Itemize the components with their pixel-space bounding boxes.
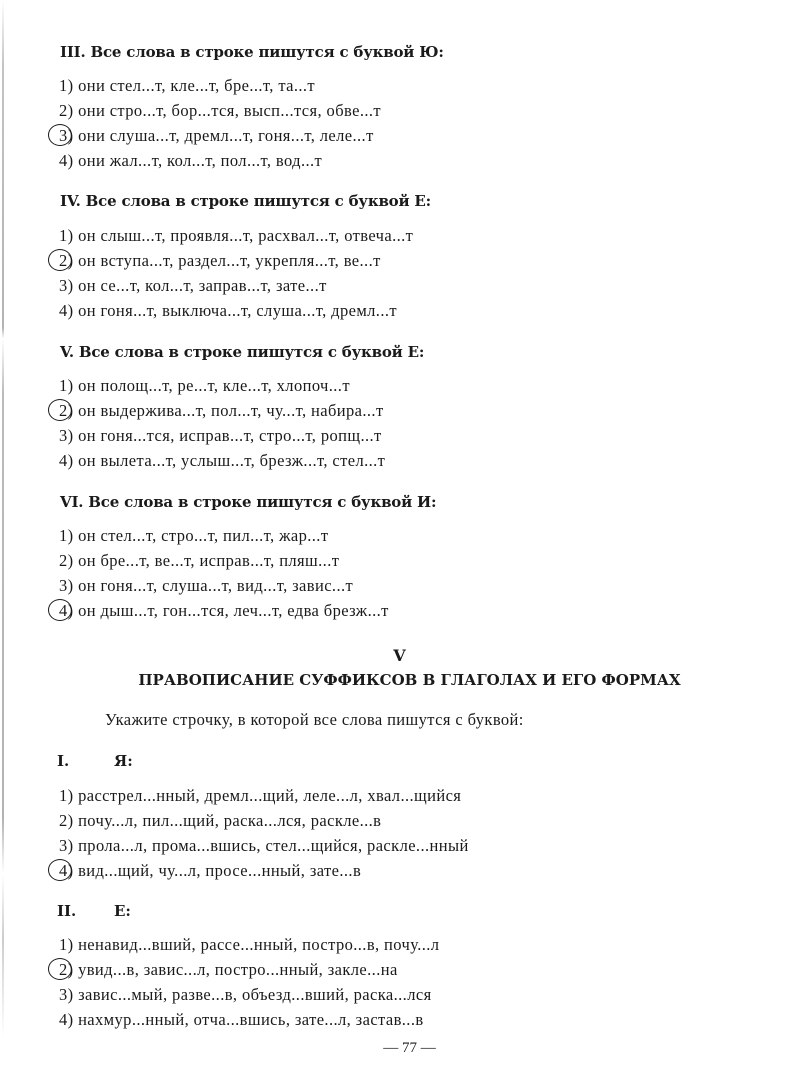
subexercise-2-letter: Е: [114, 902, 131, 920]
exercise-4-option-4: 4) он гоня...т, выключа...т, слуша...т, дремл...т [59, 301, 397, 320]
exercise-6-heading: VI. Все слова в строке пишутся с буквой И: [60, 493, 437, 511]
subexercise-1-label: I. [57, 752, 70, 770]
subexercise-2-option-1: 1) ненавид...вший, рассе...нный, постро...в, почу...л [59, 935, 440, 954]
binding-edge [2, 0, 4, 1092]
subexercise-1-letter: Я: [114, 752, 133, 770]
exercise-5-option-2: 2) он выдержива...т, пол...т, чу...т, набира...т [59, 401, 384, 420]
exercise-3-option-4: 4) они жал...т, кол...т, пол...т, вод...т [59, 151, 323, 170]
section-title: ПРАВОПИСАНИЕ СУФФИКСОВ В ГЛАГОЛАХ И ЕГО ФОРМАХ [138, 671, 681, 689]
subexercise-1-option-2: 2) почу...л, пил...щий, раска...лся, раскле...в [59, 811, 382, 830]
subexercise-1-option-4: 4) вид...щий, чу...л, просе...нный, зате...в [59, 861, 362, 880]
exercise-6-option-3: 3) он гоня...т, слуша...т, вид...т, завис...т [59, 576, 354, 595]
section-instruction: Укажите строчку, в которой все слова пишутся с буквой: [105, 710, 524, 729]
subexercise-1-option-1: 1) расстрел...нный, дремл...щий, леле...л, хвал...щийся [59, 786, 462, 805]
exercise-4-option-3: 3) он се...т, кол...т, заправ...т, зате...т [59, 276, 327, 295]
exercise-6-option-4: 4) он дыш...т, гон...тся, леч...т, едва брезж...т [59, 601, 389, 620]
section-number: V [393, 646, 406, 665]
page-number: — 77 — [383, 1040, 436, 1056]
exercise-4-heading: IV. Все слова в строке пишутся с буквой Е: [60, 192, 431, 210]
exercise-3-option-1: 1) они стел...т, кле...т, бре...т, та...т [59, 76, 316, 95]
exercise-4-option-1: 1) он слыш...т, проявля...т, расхвал...т, отвеча...т [59, 226, 414, 245]
exercise-6-option-2: 2) он бре...т, ве...т, исправ...т, пляш...т [59, 551, 340, 570]
exercise-3-option-3: 3) они слуша...т, дремл...т, гоня...т, леле...т [59, 126, 374, 145]
subexercise-2-option-2: 2) увид...в, завис...л, постро...нный, закле...на [59, 960, 398, 979]
subexercise-2-option-3: 3) завис...мый, разве...в, объезд...вший, раска...лся [59, 985, 432, 1004]
exercise-3-option-2: 2) они стро...т, бор...тся, высп...тся, обве...т [59, 101, 382, 120]
subexercise-2-label: II. [57, 902, 77, 920]
subexercise-1-option-3: 3) прола...л, прома...вшись, стел...щийся, раскле...нный [59, 836, 469, 855]
exercise-4-option-2: 2) он вступа...т, раздел...т, укрепля...т, ве...т [59, 251, 381, 270]
exercise-5-option-1: 1) он полощ...т, ре...т, кле...т, хлопоч...т [59, 376, 350, 395]
exercise-3-heading: III. Все слова в строке пишутся с буквой Ю: [60, 43, 444, 61]
exercise-5-option-4: 4) он вылета...т, услыш...т, брезж...т, стел...т [59, 451, 386, 470]
exercise-6-option-1: 1) он стел...т, стро...т, пил...т, жар...т [59, 526, 329, 545]
exercise-5-option-3: 3) он гоня...тся, исправ...т, стро...т, ропщ...т [59, 426, 382, 445]
subexercise-2-option-4: 4) нахмур...нный, отча...вшись, зате...л, застав...в [59, 1010, 424, 1029]
exercise-5-heading: V. Все слова в строке пишутся с буквой Е: [60, 343, 425, 361]
